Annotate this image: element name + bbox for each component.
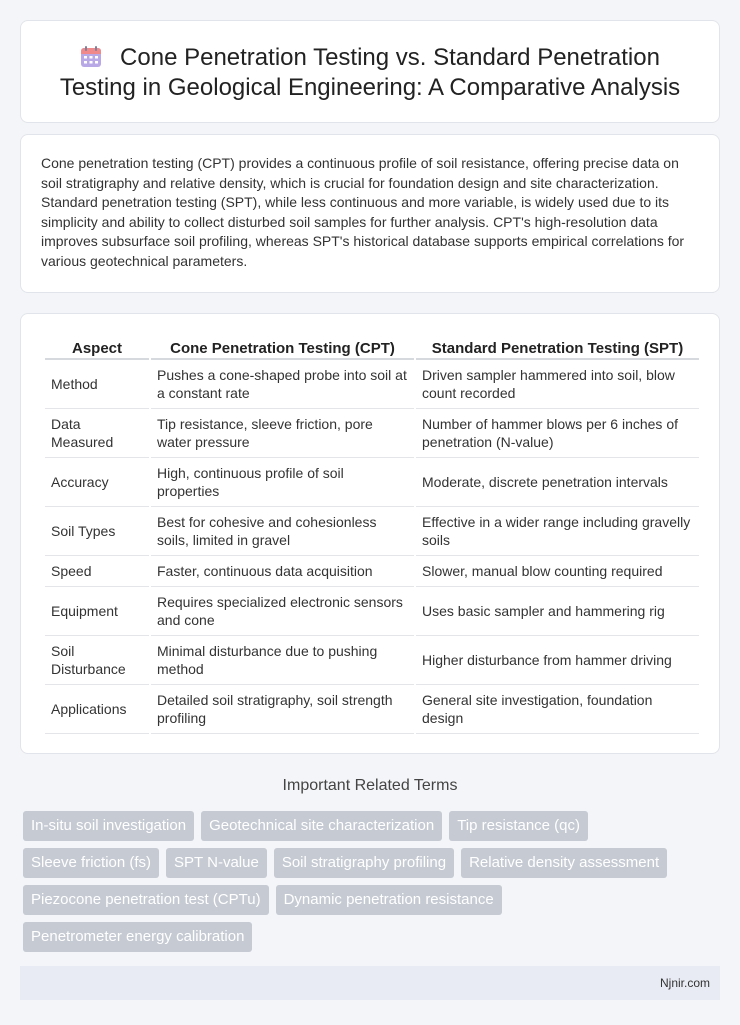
aspect-cell: Data Measured: [45, 409, 149, 458]
cpt-cell: Requires specialized electronic sensors and cone: [151, 587, 414, 636]
table-row: [45, 685, 699, 734]
aspect-cell: Applications: [45, 685, 149, 734]
term-tag[interactable]: Soil stratigraphy profiling: [274, 848, 454, 878]
aspect-cell: Method: [45, 360, 149, 409]
aspect-cell: Equipment: [45, 587, 149, 636]
table-row: [45, 507, 699, 556]
related-terms-heading: Important Related Terms: [282, 777, 458, 794]
term-tag[interactable]: Piezocone penetration test (CPTu): [23, 885, 269, 915]
cpt-cell: Pushes a cone-shaped probe into soil at a constant rate: [151, 360, 414, 409]
term-tag[interactable]: In-situ soil investigation: [23, 811, 194, 841]
table-row: [45, 458, 699, 507]
term-tag[interactable]: Penetrometer energy calibration: [23, 922, 252, 952]
spt-cell: General site investigation, foundation design: [416, 685, 699, 734]
table-row: [45, 556, 699, 587]
term-tag[interactable]: Tip resistance (qc): [449, 811, 588, 841]
cpt-cell: Minimal disturbance due to pushing method: [151, 636, 414, 685]
spt-cell: Moderate, discrete penetration intervals: [416, 458, 699, 507]
cpt-cell: High, continuous profile of soil properties: [151, 458, 414, 507]
spt-cell: Higher disturbance from hammer driving: [416, 636, 699, 685]
cpt-cell: Detailed soil stratigraphy, soil strength profiling: [151, 685, 414, 734]
intro-card: [20, 134, 720, 293]
cpt-cell: Faster, continuous data acquisition: [151, 556, 414, 587]
page-title: [51, 43, 689, 103]
cpt-cell: Tip resistance, sleeve friction, pore water pressure: [151, 409, 414, 458]
spt-cell: Driven sampler hammered into soil, blow count recorded: [416, 360, 699, 409]
column-header: Cone Penetration Testing (CPT): [151, 334, 414, 360]
related-terms-list: [23, 811, 723, 952]
title-card: [20, 20, 720, 123]
term-tag[interactable]: Dynamic penetration resistance: [276, 885, 502, 915]
comparison-table-card: [20, 313, 720, 754]
comparison-table: [43, 334, 701, 734]
term-tag[interactable]: Geotechnical site characterization: [201, 811, 442, 841]
term-tag[interactable]: Relative density assessment: [461, 848, 667, 878]
column-header: Standard Penetration Testing (SPT): [416, 334, 699, 360]
spt-cell: Effective in a wider range including gravelly soils: [416, 507, 699, 556]
aspect-cell: Accuracy: [45, 458, 149, 507]
term-tag[interactable]: Sleeve friction (fs): [23, 848, 159, 878]
table-header-row: [45, 334, 699, 360]
table-row: [45, 360, 699, 409]
table-row: [45, 409, 699, 458]
aspect-cell: Speed: [45, 556, 149, 587]
table-row: [45, 587, 699, 636]
spt-cell: Slower, manual blow counting required: [416, 556, 699, 587]
page-title-text: Cone Penetration Testing vs. Standard Penetration Testing in Geological Engineering: A Comparative Analysis: [59, 44, 681, 101]
spt-cell: Number of hammer blows per 6 inches of penetration (N-value): [416, 409, 699, 458]
term-tag[interactable]: SPT N-value: [166, 848, 267, 878]
calendar-icon: [80, 46, 102, 68]
cpt-cell: Best for cohesive and cohesionless soils, limited in gravel: [151, 507, 414, 556]
intro-paragraph: Cone penetration testing (CPT) provides a continuous profile of soil resistance, offering precise data on soil stratigraphy and relative density, which is crucial for foundation design and site characterization. Standard penetration testing (SPT), while less continuous and more variable, is widely used due to its simplicity and ability to collect disturbed soil samples for further analysis. CPT's high-resolution data improves subsurface soil profiling, whereas SPT's historical database supports empirical correlations for various geotechnical parameters.: [41, 155, 685, 269]
aspect-cell: Soil Types: [45, 507, 149, 556]
aspect-cell: Soil Disturbance: [45, 636, 149, 685]
table-row: [45, 636, 699, 685]
footer: [20, 966, 720, 1000]
footer-site-link[interactable]: Njnir.com: [659, 976, 710, 990]
spt-cell: Uses basic sampler and hammering rig: [416, 587, 699, 636]
column-header: Aspect: [45, 334, 149, 360]
